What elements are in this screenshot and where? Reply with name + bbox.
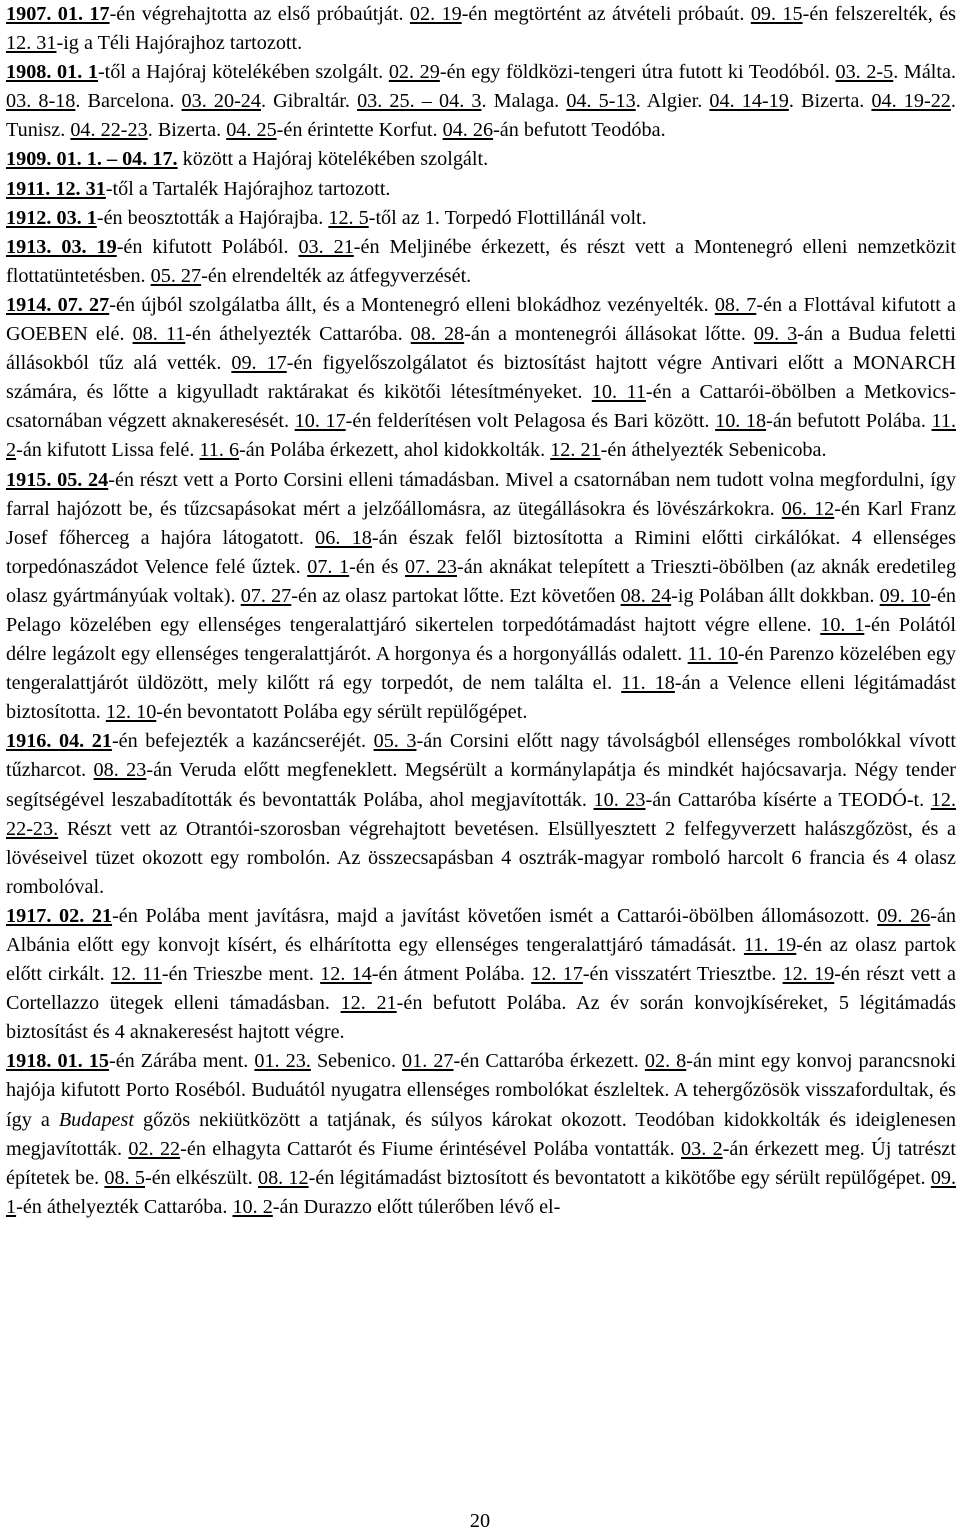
date-ref: 09. 15	[750, 3, 803, 25]
entry-text: -én Karl Franz Josef főherceg a hajóra látogatott.	[6, 497, 956, 549]
entry-text: -én kifutott Polából.	[116, 235, 299, 258]
date-ref: 08. 11	[132, 323, 186, 346]
entry-text: -én Trieszbe ment.	[161, 963, 321, 986]
year-date: 1917. 02. 21	[6, 904, 113, 927]
year-entry	[6, 466, 956, 728]
year-date: 1913. 03. 19	[6, 235, 117, 258]
date-ref: 12. 11	[110, 963, 162, 986]
entry-text: . Barcelona.	[75, 90, 182, 113]
entry-text: -én figyelőszolgálatot és biztosítást hajtott végre Antivari előtt a MONARCH számára, és lőtte a kigyulladt raktárakat és kikötői létesítményeket.	[6, 352, 957, 404]
entry-text: . Bizerta.	[147, 119, 227, 142]
date-ref: 03. 25. – 04. 3	[357, 90, 482, 113]
entry-text: -én visszatért Triesztbe.	[582, 963, 783, 986]
date-ref: 10. 23	[593, 788, 646, 811]
date-ref: 04. 19-22	[871, 90, 951, 113]
year-date: 1911. 12. 31	[6, 177, 106, 200]
date-ref: 09. 3	[753, 323, 798, 346]
entry-text: között a Hajóraj kötelékében szolgált.	[177, 148, 489, 171]
entry-text: -én megtörtént az átvételi próbaút.	[461, 3, 751, 25]
entry-text: -én áthelyezték Cattaróba.	[16, 1195, 233, 1218]
year-date: 1909. 01. 1. – 04. 17.	[6, 148, 178, 171]
entry-text: -én beosztották a Hajórajba.	[96, 206, 329, 229]
entry-text: -én felderítésen volt Pelagosa és Bari között.	[345, 410, 716, 433]
entry-text: -án a montenegrói állásokat lőtte.	[464, 323, 754, 346]
entry-text: -én áthelyezték Sebenicoba.	[600, 439, 827, 462]
date-ref: 12. 19	[782, 963, 835, 986]
entry-text: -án befutott Teodóba.	[493, 119, 666, 142]
date-ref: 10. 18	[715, 410, 767, 433]
date-ref: 08. 28	[410, 323, 465, 346]
entry-text: -én Meljinébe érkezett, és részt vett a Montenegró elleni nemzetközit flottatüntetésben.	[6, 235, 957, 287]
entry-text: -től a Hajóraj kötelékében szolgált.	[97, 61, 389, 84]
year-entry	[6, 1047, 956, 1222]
entry-text: -én Cattaróba érkezett.	[453, 1050, 645, 1073]
ship-name: Budapest	[58, 1108, 134, 1131]
entry-text: . Bizerta.	[788, 90, 872, 113]
entry-text: -án Albánia előtt egy konvojt kísért, és elhárította egy ellenséges tengeralattjáró támadását.	[6, 904, 957, 956]
year-entry	[6, 0, 956, 58]
entry-text: -én befutott Polába. Az év során konvojkíséreket, 5 légitámadás biztosítást és 4 aknakeresést hajtott végre.	[6, 992, 956, 1044]
date-ref: 03. 2	[681, 1137, 723, 1160]
date-ref: 12. 21	[340, 992, 397, 1015]
entry-text: -én Pelago közelében egy ellenséges tengeralattjáró sikertelen torpedótámadást hajtott végre ellene.	[6, 584, 957, 636]
date-ref: 06. 18	[315, 526, 372, 549]
entry-text: -én a Cattarói-öbölben a Metkovics-csatornában végzett aknakeresését.	[6, 381, 956, 433]
year-date: 1916. 04. 21	[6, 730, 112, 753]
date-ref: 02. 8	[644, 1050, 687, 1073]
date-ref: 08. 5	[104, 1166, 145, 1189]
date-ref: 05. 27	[150, 264, 202, 287]
entry-text: -én érintette Korfut.	[276, 119, 443, 142]
entry-text: -én az olasz partok előtt cirkált.	[6, 934, 956, 986]
entry-text: -án észak felől biztosította a Rimini előtti cirkálókat. 4 ellenséges torpedónaszádot Velence felé űztek.	[6, 526, 956, 578]
year-date: 1915. 05. 24	[6, 468, 109, 491]
date-ref: 03. 8-18	[6, 90, 76, 113]
entry-text: -án Cattaróba kísérte a TEODÓ-t.	[645, 788, 931, 811]
date-ref: 10. 2	[232, 1195, 273, 1218]
entry-text: -én egy földközi-tengeri útra futott ki Teodóból.	[439, 61, 836, 84]
year-date: 1918. 01. 15	[6, 1050, 109, 1073]
date-ref: 08. 7	[714, 293, 757, 316]
date-ref: 12. 5	[328, 206, 369, 229]
entry-text: . Tunisz.	[6, 90, 956, 142]
date-ref: 04. 22-23	[70, 119, 148, 142]
year-entry	[6, 58, 956, 145]
entry-text: Részt vett az Otrantói-szorosban végrehajtott bevetésen. Elsüllyesztett 2 felfegyverzett halászgőzöst, és a lövéseivel tüzet okozott egy rombolón. Az összecsapásban 4 osztrák-magyar romboló harcolt 6 francia és 4 olasz rombolóval.	[6, 817, 956, 898]
year-entry	[6, 902, 956, 1047]
date-ref: 08. 12	[257, 1166, 309, 1189]
entry-text: -én Polától délre legázolt egy ellenséges tengeralattjárót. A horgonya és a horgonyállás odalett.	[6, 613, 956, 666]
date-ref: 11. 6	[199, 439, 240, 462]
year-date: 1907. 01. 17	[6, 3, 110, 25]
year-entry	[6, 145, 956, 174]
entry-text: -én elhagyta Cattarót és Fiume érintésével Polába vontatták.	[180, 1137, 682, 1160]
entry-text: -én Parenzo közelében egy tengeralattjárót üldözött, mely kilőtt rá egy torpedót, de nem találta el.	[6, 643, 956, 695]
date-ref: 11. 19	[743, 934, 797, 956]
date-ref: 04. 26	[442, 119, 494, 142]
entry-text: -én áthelyezték Cattaróba.	[185, 323, 411, 346]
entry-text: . Algier.	[635, 90, 710, 113]
entry-text: -án kifutott Lissa felé.	[16, 439, 200, 462]
date-ref: 11. 10	[687, 643, 738, 666]
entry-text: -én bevontatott Polába egy sérült repülőgépet.	[156, 701, 528, 724]
document-page	[6, 0, 956, 1540]
date-ref: 03. 2-5	[835, 61, 894, 84]
date-ref: 12. 22-23.	[6, 788, 957, 840]
page-number: 20	[469, 1510, 491, 1532]
entry-text: -től az 1. Torpedó Flottillánál volt.	[368, 206, 647, 229]
entry-text: -én befejezték a kazáncseréjét.	[111, 730, 374, 753]
date-ref: 12. 31	[6, 32, 57, 55]
date-ref: 05. 3	[373, 730, 417, 753]
date-ref: 04. 5-13	[566, 90, 636, 113]
date-ref: 03. 21	[298, 235, 354, 258]
entry-text: -ig Polában állt dokkban.	[671, 584, 880, 607]
date-ref: 10. 17	[294, 410, 346, 433]
entry-text: -án Veruda előtt megfeneklett. Megsérült a kormánylapátja és mindkét hajócsavarja. Négy tender segítségével leszabadították és bevontatták Polába, ahol megjavították.	[6, 759, 957, 811]
date-ref: 12. 14	[320, 963, 372, 986]
entry-text: -én részt vett a Porto Corsini elleni támadásban. Mivel a csatornában nem tudott volna megfordulni, így farral hajózott be, és tűzcsapásokat mért a jelzőállomásra, az ütegállásokra és lövészárkokra.	[6, 468, 956, 520]
entry-text: -én elkészült.	[144, 1166, 258, 1189]
entry-text: -én a Flottával kifutott a GOEBEN elé.	[6, 293, 956, 346]
year-date: 1912. 03. 1	[6, 206, 97, 229]
entry-text: -én felszerelték, és	[802, 3, 957, 25]
entry-text: -én részt vett a Cortellazzo ütegek elleni támadásban.	[6, 963, 957, 1015]
date-ref: 02. 29	[388, 61, 440, 84]
date-ref: 07. 23	[404, 555, 457, 578]
entry-text: -től a Tartalék Hajórajhoz tartozott.	[105, 177, 391, 200]
entry-text: -án aknákat telepített a Trieszti-öbölben (az aknák eredetileg olasz gyártmányúak voltak).	[6, 555, 957, 607]
date-ref: 04. 25	[226, 119, 277, 142]
entry-text: -án Polába érkezett, ahol kidokkolták.	[239, 439, 551, 462]
entry-text: -án a Budua feletti állásokból tűz alá vették.	[6, 323, 956, 375]
entry-text: -én végrehajtotta az első próbaútját.	[109, 3, 410, 25]
date-ref: 10. 1	[820, 613, 865, 636]
date-ref: 10. 11	[591, 381, 646, 404]
entry-text: -én és	[349, 555, 405, 578]
entry-text: -án Corsini előtt nagy távolságból ellenséges rombolókkal vívott tűzharcot.	[6, 730, 957, 782]
entry-text: -én elrendelték az átfegyverzését.	[201, 264, 472, 287]
date-ref: 12. 21	[550, 439, 601, 462]
date-ref: 09. 26	[877, 904, 931, 927]
date-ref: 03. 20-24	[181, 90, 261, 113]
date-ref: 08. 23	[93, 759, 147, 782]
entry-text: -én Polába ment javításra, majd a javítást követően ismét a Cattarói-öbölben állomásozott.	[112, 904, 878, 927]
date-ref: 09. 17	[231, 352, 287, 375]
date-ref: 09. 1	[6, 1166, 957, 1218]
entry-text: . Málta.	[893, 61, 957, 84]
date-ref: 07. 27	[240, 584, 292, 607]
date-ref: 01. 23.	[254, 1050, 311, 1073]
entry-text: -én újból szolgálatba állt, és a Montenegró elleni blokádhoz vezényelték.	[109, 293, 715, 316]
entry-text: -án Durazzo előtt túlerőben lévő el-	[272, 1195, 561, 1218]
entry-text: -én az olasz partokat lőtte. Ezt követően	[291, 584, 621, 607]
date-ref: 11. 18	[621, 672, 675, 695]
year-entry	[6, 233, 956, 291]
entry-text: Sebenico.	[310, 1050, 403, 1073]
year-entry	[6, 204, 956, 233]
date-ref: 11. 2	[6, 410, 956, 462]
entry-text: . Gibraltár.	[260, 90, 358, 113]
year-entry	[6, 727, 956, 902]
date-ref: 02. 22	[128, 1137, 181, 1160]
entry-text: -án a Velence elleni légitámadást biztosította.	[6, 672, 956, 724]
date-ref: 12. 17	[531, 963, 583, 986]
date-ref: 02. 19	[409, 3, 462, 25]
entry-text: -én légitámadást biztosított és bevontatott a kikötőbe egy sérült repülőgépet.	[308, 1166, 931, 1189]
entry-text: -én átment Polába.	[371, 963, 532, 986]
entry-text: . Malaga.	[481, 90, 567, 113]
year-date: 1908. 01. 1	[6, 61, 98, 84]
date-ref: 12. 10	[105, 701, 157, 724]
date-ref: 06. 12	[781, 497, 835, 520]
date-ref: 09. 10	[879, 584, 931, 607]
date-ref: 08. 24	[620, 584, 672, 607]
entry-text: -én Zárába ment.	[108, 1050, 255, 1073]
chronology-entries	[6, 0, 956, 1222]
entry-text: -án mint egy konvoj parancsnoki hajója kifutott Porto Roséból. Buduától nyugatra ellenséges rombolókat észleltek. A tehergőzösök visszafordultak, és így a	[6, 1050, 957, 1131]
entry-text: gőzös nekiütközött a tatjának, és súlyos károkat okozott. Teodóban kidokkolták és ideiglenesen megjavították.	[6, 1108, 956, 1160]
year-date: 1914. 07. 27	[6, 293, 110, 316]
entry-text: -án érkezett meg. Új tatrészt építetek be.	[6, 1137, 956, 1189]
date-ref: 07. 1	[307, 555, 350, 578]
date-ref: 04. 14-19	[709, 90, 789, 113]
year-entry	[6, 291, 956, 466]
year-entry	[6, 175, 956, 204]
entry-text: -ig a Téli Hajórajhoz tartozott.	[56, 32, 303, 55]
date-ref: 01. 27	[402, 1050, 454, 1073]
entry-text: -án befutott Polába.	[766, 410, 932, 433]
